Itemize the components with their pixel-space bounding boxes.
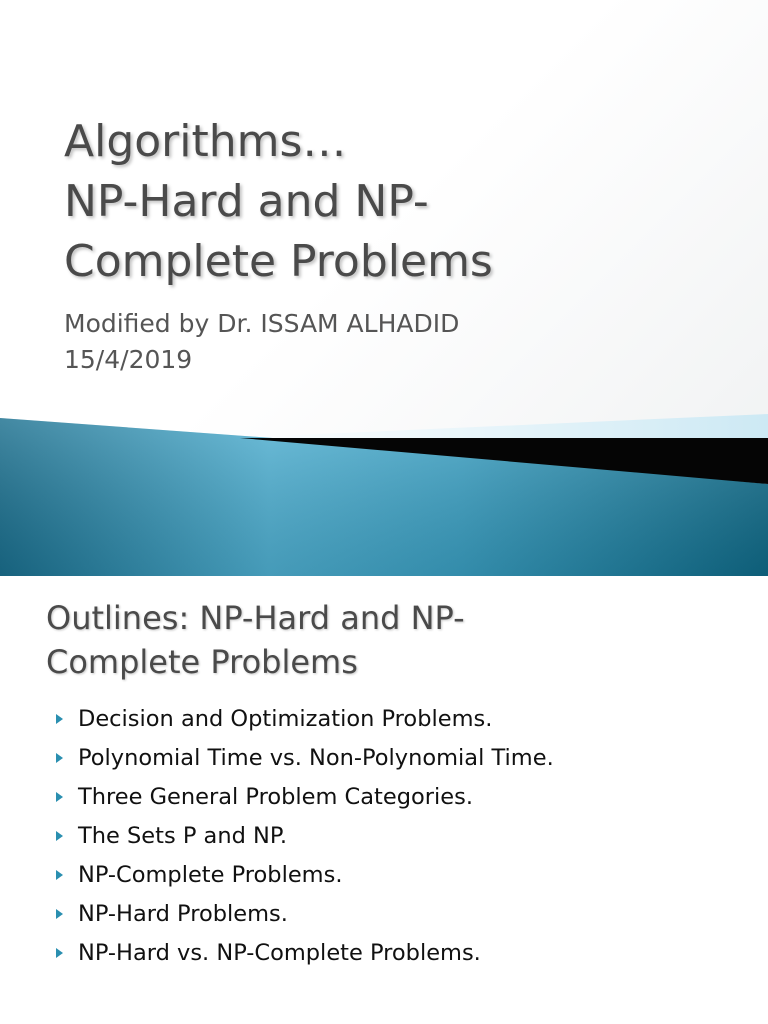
light-ribbon [230,414,768,442]
outline-title-line: Complete Problems [46,643,358,681]
bullet-text: The Sets P and NP. [78,823,288,849]
bullet-text: Decision and Optimization Problems. [78,706,493,732]
slide-subtitle [64,306,459,378]
bullet-text: NP-Complete Problems. [78,862,343,888]
decorative-wave-band [0,410,768,576]
outline-slide [0,576,768,1024]
slide-title-line: NP-Hard and NP- [64,176,429,227]
author-line: Modified by Dr. ISSAM ALHADID [64,309,460,338]
slide-title-line: Algorithms… [64,116,347,167]
bullet-text: NP-Hard Problems. [78,901,288,927]
triangle-bullet-icon [56,831,63,841]
date-line: 15/4/2019 [64,345,193,374]
triangle-bullet-icon [56,753,63,763]
bullet-text: Three General Problem Categories. [78,784,473,810]
triangle-bullet-icon [56,870,63,880]
outline-title-line: Outlines: NP-Hard and NP- [46,599,465,637]
slide-title-line: Complete Problems [64,236,493,287]
bullet-text: Polynomial Time vs. Non-Polynomial Time. [78,745,554,771]
bullet-text: NP-Hard vs. NP-Complete Problems. [78,940,481,966]
slide-title [64,112,493,292]
triangle-bullet-icon [56,792,63,802]
outline-title [46,596,465,684]
triangle-bullet-icon [56,714,63,724]
triangle-bullet-icon [56,948,63,958]
triangle-bullet-icon [56,909,63,919]
